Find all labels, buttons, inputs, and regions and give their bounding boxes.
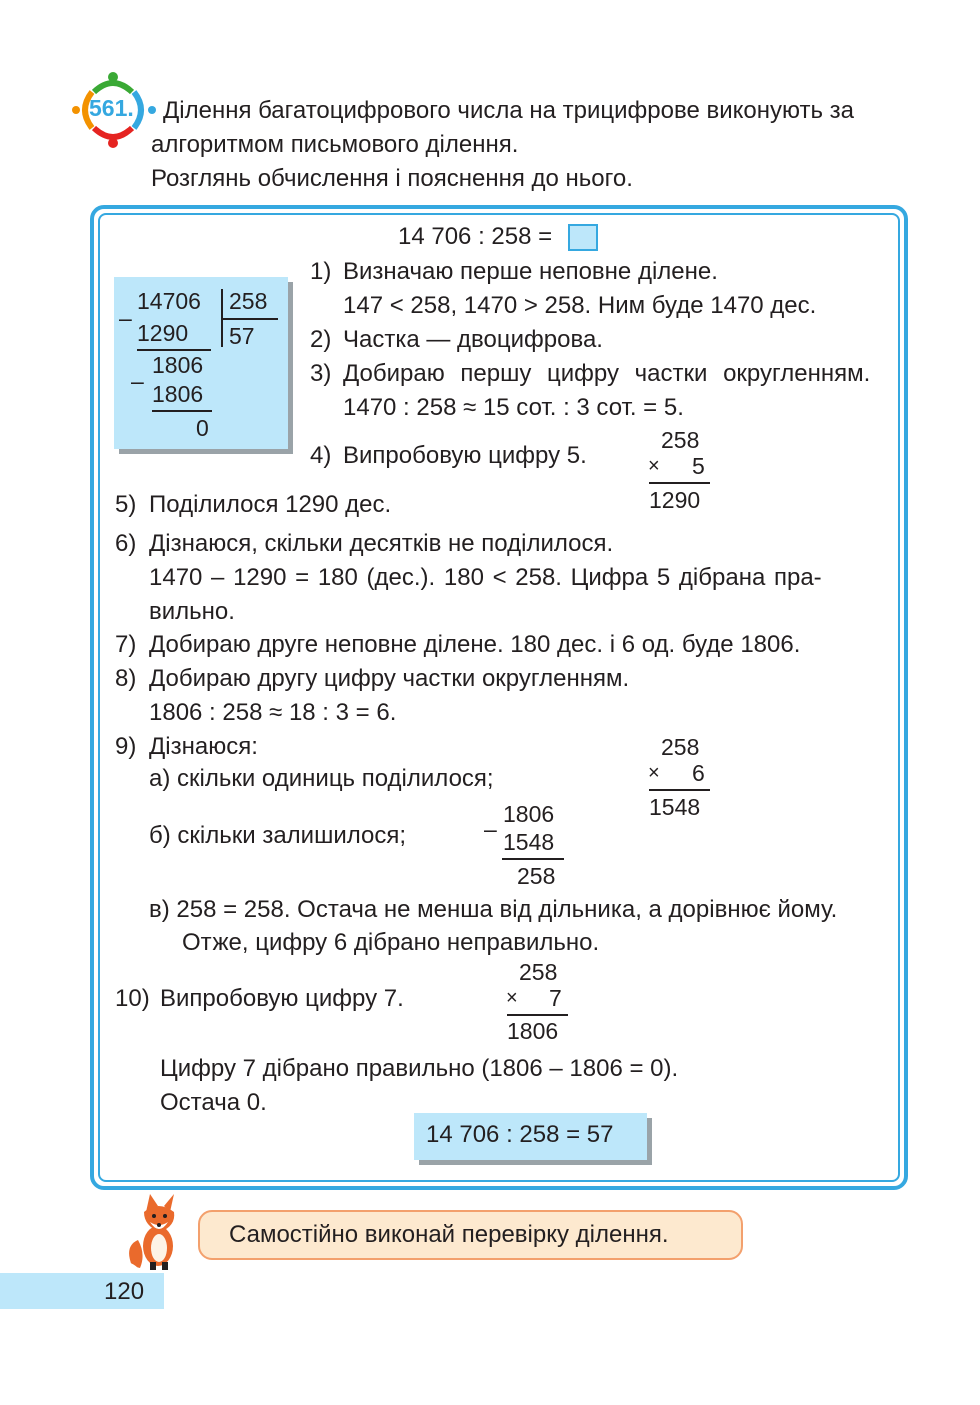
minus-sign-2: – [131,368,144,394]
step-6-text: Дізнаюся, скільки десятків не поділилося. [149,530,614,557]
mult2-result: 1548 [649,794,701,820]
step-10-number: 10) [115,985,150,1012]
step-4-number: 4) [310,442,332,469]
exercise-badge [72,70,158,150]
minus-sign-1: – [119,305,132,331]
underline-1 [137,349,211,351]
step-4-text: Випробовую цифру 5. [343,442,587,469]
step-1-number: 1) [310,258,332,285]
sub9b-line [502,858,564,860]
sub9b-result: 258 [517,863,556,889]
mult3-factor: 7 [549,985,562,1011]
step-9-c-line2: Отже, цифру 6 дібрано неправильно. [182,929,600,956]
step-10-detail-1: Цифру 7 дібрано правильно (1806 – 1806 = 0). [160,1055,679,1082]
step-9-a: а) скільки одиниць поділилося; [149,765,494,792]
mult3-line [507,1014,568,1016]
equation-title: 14 706 : 258 = [398,223,553,250]
quotient: 57 [229,323,255,349]
step-6-number: 6) [115,530,137,557]
mult1-line [649,482,710,484]
step-10-text: Випробовую цифру 7. [160,985,404,1012]
dividend: 14706 [137,288,201,314]
step-8-detail: 1806 : 258 ≈ 18 : 3 = 6. [149,699,397,726]
mult1-result: 1290 [649,487,701,513]
exercise-number: 561. [89,95,134,121]
step-9-number: 9) [115,733,137,760]
step-10-detail-2: Остача 0. [160,1089,267,1116]
division-bar-horizontal [221,318,278,320]
exercise-intro-line2: алгоритмом письмового ділення. [151,131,519,158]
page-number: 120 [104,1278,145,1305]
mult2-factor: 6 [692,760,705,786]
remainder-1: 1806 [152,352,204,378]
mult2-top: 258 [661,734,700,760]
step-8-number: 8) [115,665,137,692]
step-8-text: Добираю другу цифру частки округленням. [149,665,630,692]
mult1-factor: 5 [692,453,705,479]
divisor: 258 [229,288,268,314]
fox-icon [124,1188,190,1272]
exercise-intro-line1: Ділення багатоцифрового числа на трицифрове виконують за [163,97,854,124]
mult3-result: 1806 [507,1018,559,1044]
mult2-line [649,789,710,791]
mult1-top: 258 [661,427,700,453]
mult3-sign: × [506,987,518,1009]
step-1-text: Визначаю перше неповне ділене. [343,258,718,285]
step-6-detail-2: вильно. [149,598,235,625]
step-2-text: Частка — двоцифрова. [343,326,603,353]
answer-blank-box [568,224,598,251]
step-3-number: 3) [310,360,332,387]
sub9b-top: 1806 [503,801,555,827]
exercise-intro-line3: Розглянь обчислення і пояснення до нього. [151,165,633,192]
mult2-sign: × [648,762,660,784]
step-1-detail: 147 < 258, 1470 > 258. Ним буде 1470 дес. [343,292,817,319]
step-2-number: 2) [310,326,332,353]
sub9b-bottom: 1548 [503,829,555,855]
remainder-final: 0 [196,415,209,441]
step-5-text: Поділилося 1290 дес. [149,491,392,518]
step-6-detail-1: 1470 – 1290 = 180 (дес.). 180 < 258. Цифра 5 дібрана пра- [149,564,822,591]
step-3-text: Добираю першу цифру частки округленням. [343,360,871,387]
step-9-text: Дізнаюся: [149,733,258,760]
step-3-detail: 1470 : 258 ≈ 15 сот. : 3 сот. = 5. [343,394,684,421]
underline-2 [152,410,212,412]
step-7-text: Добираю друге неповне ділене. 180 дес. і 6 од. буде 1806. [149,631,801,658]
mult1-sign: × [648,455,660,477]
step-5-number: 5) [115,491,137,518]
final-answer: 14 706 : 258 = 57 [426,1121,614,1148]
hint-text: Самостійно виконай перевірку ділення. [229,1221,669,1248]
step-9-b: б) скільки залишилося; [149,822,407,849]
mult3-top: 258 [519,959,558,985]
step-7-number: 7) [115,631,137,658]
subtrahend-1: 1290 [137,320,189,346]
sub9b-sign: – [484,816,497,842]
subtrahend-2: 1806 [152,381,204,407]
step-9-c-line1: в) 258 = 258. Остача не менша від дільника, а дорівнює йому. [149,896,838,923]
fox-illustration [124,1188,190,1272]
